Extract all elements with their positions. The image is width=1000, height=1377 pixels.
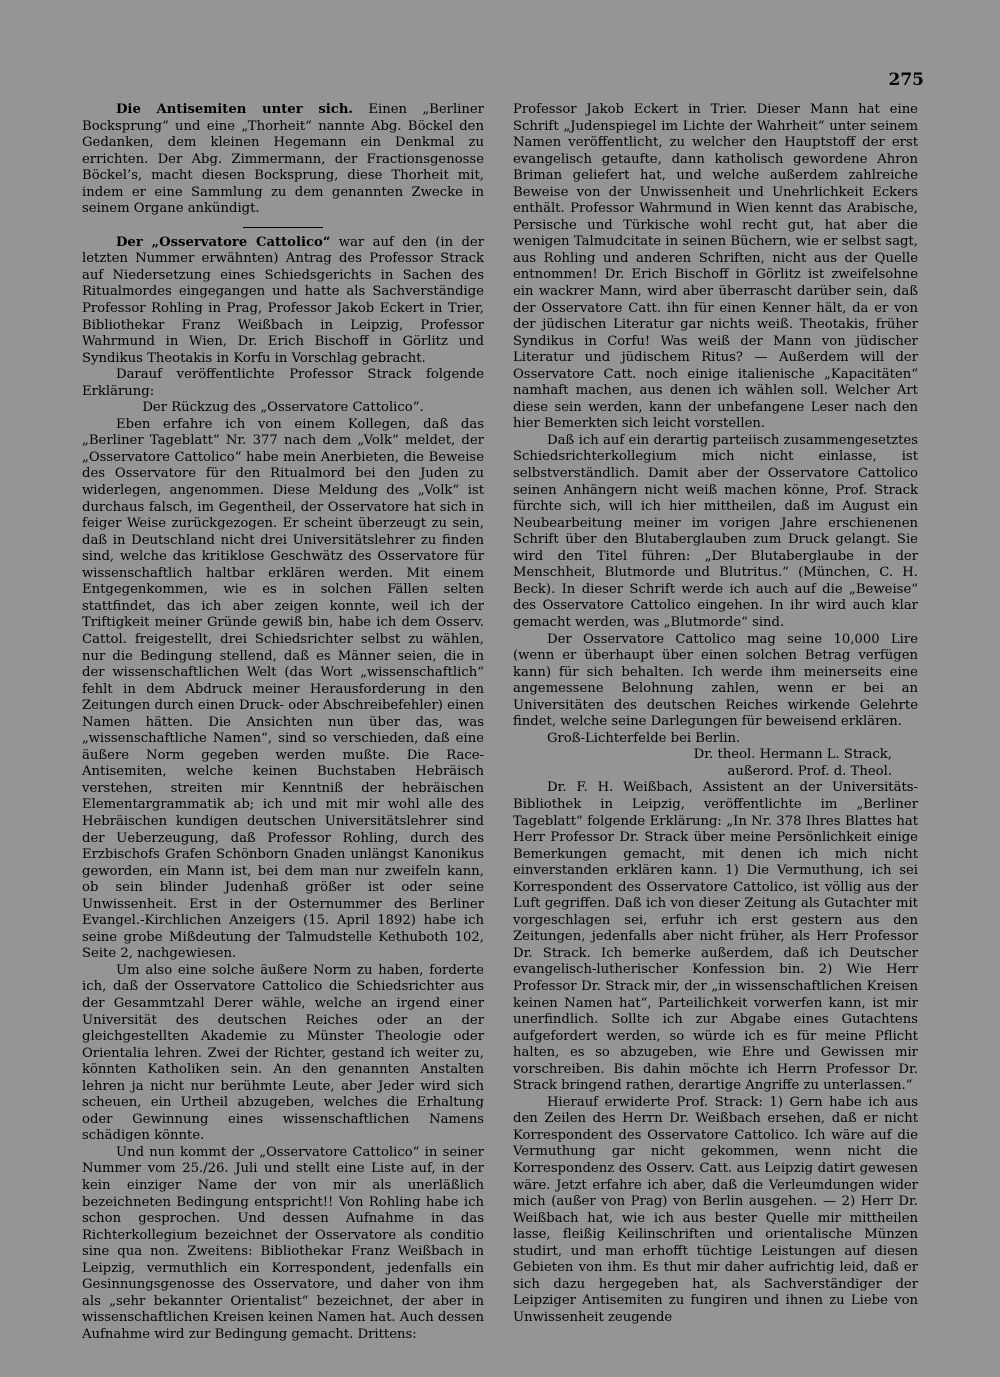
signature-title: außerord. Prof. d. Theol.	[727, 763, 892, 779]
page-number: 275	[888, 70, 924, 90]
paragraph: Eben erfahre ich von einem Kollegen, daß das „Berliner Tageblatt“ Nr. 377 nach dem „Volk“ meldet, der „Osservatore Cattolico“ habe mein Anerbieten, die Beweise des Osservatore für den Ritualmord bei den Juden zu widerlegen, angenommen. Diese Meldung des „Volk“ ist durchaus falsch, im Gegentheil, der Osservatore hat sich in feiger Weise zurückgezogen. Er scheint überzeugt zu sein, daß in Deutschland nicht drei Universitätslehrer zu finden sind, welche das kritiklose Geschwätz des Osservatore für wissenschaftlich haltbar erklären werden. Mit einem Entgegenkommen, wie es in solchen Fällen selten stattfindet, das ich aber zeigen konnte, weil ich der Triftigkeit meiner Gründe gewiß bin, habe ich dem Osserv. Cattol. freigestellt, drei Schiedsrichter selbst zu wählen, nur die Bedingung stellend, daß es Männer seien, die in der wissenschaftlichen Welt (das Wort „wissenschaftlich“ fehlt in dem Abdruck meiner Herausforderung in den Zeitungen durch einen Druck- oder Abschreibefehler) einen Namen hätten. Die Ansichten nun über das, was „wissenschaftliche Namen“, sind so verschieden, daß eine äußere Norm gegeben werden mußte. Die Race-Antisemiten, welche keinen Buchstaben Hebräisch verstehen, streiten mir Kenntniß der hebräischen Elementargrammatik ab; ich und mit mir wohl alle des Hebräischen kundigen deutschen Universitätslehrer sind der Ueberzeugung, daß Professor Rohling, durch des Erzbischofs Grafen Schönborn Gnaden unlängst Kanonikus geworden, ein Mann ist, bei dem man nur zweifeln kann, ob sein blinder Judenhaß größer ist oder seine Unwissenheit. Erst in der Osternummer des Berliner Evangel.-Kirchlichen Anzeigers (15. April 1892) habe ich seine grobe Mißdeutung der Talmudstelle Kethuboth 102, Seite 2, nachgewiesen.	[82, 416, 484, 962]
paragraph: Und nun kommt der „Osservatore Cattolico“ in seiner Nummer vom 25./26. Juli und stellt eine Liste auf, in der kein einziger Name der von mir als unerläßlich bezeichneten Bedingung entspricht!! Von Rohling habe ich schon gesprochen. Und dessen Aufnahme in das Richterkollegium bezeichnet der Osservatore als conditio sine qua non. Zweitens: Bibliothekar Franz Weißbach in Leipzig, vermuthlich ein Korrespondent, jedenfalls ein Gesinnungsgenosse des Osservatore, und daher von ihm als „sehr bekannter Orientalist“ bezeichnet, der aber in wissenschaftlichen Kreisen keinen Namen hat. Auch dessen Aufnahme wird zur Bedingung gemacht. Drittens:	[82, 1144, 484, 1342]
article-body: Einen „Berliner Bocksprung“ und eine „Thorheit“ nannte Abg. Böckel den Gedanken, dem kleinen Hegemann ein Denkmal zu errichten. Der Abg. Zimmermann, der Fractionsgenosse Böckel’s, macht diesen Bocksprung, diese Thorheit mit, indem er eine Sammlung zu dem genannten Zwecke in seinem Organe ankündigt.	[82, 102, 484, 217]
paragraph: Dr. F. H. Weißbach, Assistent an der Universitäts-Bibliothek in Leipzig, veröffentlichte im „Berliner Tageblatt“ folgende Erklärung: „In Nr. 378 Ihres Blattes hat Herr Professor Dr. Strack über meine Persönlichkeit einige Bemerkungen gemacht, mit denen ich mich nicht einverstanden erklären kann. 1) Die Vermuthung, ich sei Korrespondent des Osservatore Cattolico, ist völlig aus der Luft gegriffen. Daß ich von dieser Zeitung als Gutachter mit vorgeschlagen sei, erfuhr ich erst gestern aus den Zeitungen, jedenfalls aber nicht früher, als Herr Professor Dr. Strack. Ich bemerke außerdem, daß ich Deutscher evangelisch-lutherischer Konfession bin. 2) Wie Herr Professor Dr. Strack mir, der „in wissenschaftlichen Kreisen keinen Namen hat“, Parteilichkeit vorwerfen kann, ist mir unerfindlich. Sollte ich zur Abgabe eines Gutachtens aufgefordert werden, so würde ich es für meine Pflicht halten, es so abzugeben, wie Ehre und Gewissen mir vorschreiben. Bis dahin möchte ich Herrn Professor Dr. Strack bringend rathen, derartige Angriffe zu unterlassen.“	[513, 780, 918, 1094]
declaration-title: Der Rückzug des „Osservatore Cattolico“.	[142, 400, 424, 416]
article-heading: Die Antisemiten unter sich.	[116, 102, 354, 117]
place-line: Groß-Lichterfelde bei Berlin.	[547, 730, 741, 746]
right-column	[513, 102, 918, 1326]
paragraph: Darauf veröffentlichte Professor Strack folgende Erklärung:	[82, 367, 484, 399]
article-osservatore	[82, 235, 484, 367]
paragraph: Um also eine solche äußere Norm zu haben, forderte ich, daß der Osservatore Cattolico die Schiedsrichter aus der Gesammtzahl Derer wähle, welche an irgend einer Universität des deutschen Reiches oder an der gleichgestellten Akademie zu Münster Theologie oder Orientalia lehren. Zwei der Richter, gestand ich weiter zu, könnten Katholiken sein. An den genannten Anstalten lehren ja nicht nur berühmte Leute, aber Jeder wird sich scheuen, ein Urtheil abzugeben, welches die Erhaltung oder Gewinnung eines wissenschaftlichen Namens schädigen könnte.	[82, 962, 484, 1144]
paragraph: Der Osservatore Cattolico mag seine 10,000 Lire (wenn er überhaupt über einen solchen Betrag verfügen kann) für sich behalten. Ich werde ihm meinerseits eine angemessene Belohnung zahlen, wenn er bei an Universitäten des deutschen Reiches wirkende Gelehrte findet, welche seine Darlegungen für beweisend erklären.	[513, 631, 918, 730]
left-column	[82, 102, 484, 1343]
article-heading: Der „Osservatore Cattolico“	[116, 234, 331, 250]
article-antisemiten	[82, 102, 484, 218]
paragraph: Professor Jakob Eckert in Trier. Dieser Mann hat eine Schrift „Judenspiegel im Lichte der Wahrheit“ unter seinem Namen veröffentlicht, zu welcher den Hauptstoff der erst evangelisch getaufte, dann katholisch gewordene Ahron Briman geliefert hat, und welche außerdem zahlreiche Beweise von der Unwissenheit und Unehrlichkeit Eckers enthält. Professor Wahrmund in Wien kennt das Arabische, Persische und Türkische wohl recht gut, hat aber die wenigen Talmudcitate in seinen Büchern, wie er selbst sagt, aus Rohling und anderen Schriften, nicht aus der Quelle entnommen! Dr. Erich Bischoff in Görlitz ist zweifelsohne ein wackrer Mann, wird aber überrascht darüber sein, daß der Osservatore Catt. ihn für einen Kenner hält, da er von der jüdischen Literatur gar nichts weiß. Theotakis, früher Syndikus in Corfu! Was weiß der Mann von jüdischer Literatur und jüdischem Ritus? — Außerdem will der Osservatore Catt. noch einige italienische „Kapacitäten“ namhaft machen, aus denen ich wählen soll. Welcher Art diese sein werden, kann der unbefangene Leser nach den hier Bemerkten sich leicht vorstellen.	[513, 102, 918, 432]
article-body: war auf den (in der letzten Nummer erwähnten) Antrag des Professor Strack auf Niedersetzung eines Schiedsgerichts in Sachen des Ritualmordes eingegangen und hatte als Sachverständige Professor Rohling in Prag, Professor Jakob Eckert in Trier, Bibliothekar Franz Weißbach in Leipzig, Professor Wahrmund in Wien, Dr. Erich Bischoff in Görlitz und Syndikus Theotakis in Korfu in Vorschlag gebracht.	[82, 234, 485, 366]
signature-name: Dr. theol. Hermann L. Strack,	[693, 747, 892, 763]
section-divider	[243, 227, 323, 228]
paragraph: Hierauf erwiderte Prof. Strack: 1) Gern habe ich aus den Zeilen des Herrn Dr. Weißbach ersehen, daß er nicht Korrespondent des Osservatore Cattolico. Ich wäre auf die Vermuthung gar nicht gekommen, wenn nicht die Korrespondenz des Osserv. Catt. aus Leipzig datirt gewesen wäre. Jetzt erfahre ich aber, daß die Verleumdungen wider mich (außer von Prag) von Berlin ausgehen. — 2) Herr Dr. Weißbach hat, wie ich aus bester Quelle mir mittheilen lasse, fleißig Keilinschriften und orientalische Münzen studirt, und man erhofft tüchtige Leistungen auf diesen Gebieten von ihm. Es thut mir daher aufrichtig leid, daß er sich dazu hergegeben hat, als Sachverständiger der Leipziger Antisemiten zu fungiren und ihnen zu Liebe von Unwissenheit zeugende	[513, 1094, 918, 1325]
paragraph: Daß ich auf ein derartig parteiisch zusammengesetztes Schiedsrichterkollegium mich nicht einlasse, ist selbstverständlich. Damit aber der Osservatore Cattolico seinen Anhängern nicht weiß machen könne, Prof. Strack fürchte sich, will ich hier mittheilen, daß im August ein Neubearbeitung meiner im vorigen Jahre erschienenen Schrift über den Blutaberglauben zum Druck gelangt. Sie wird den Titel führen: „Der Blutaberglaube in der Menschheit, Blutmorde und Blutritus.“ (München, C. H. Beck). In dieser Schrift werde ich auch auf die „Beweise“ des Osservatore Cattolico eingehen. In ihr wird auch klar gemacht werden, was „Blutmorde“ sind.	[513, 432, 918, 630]
